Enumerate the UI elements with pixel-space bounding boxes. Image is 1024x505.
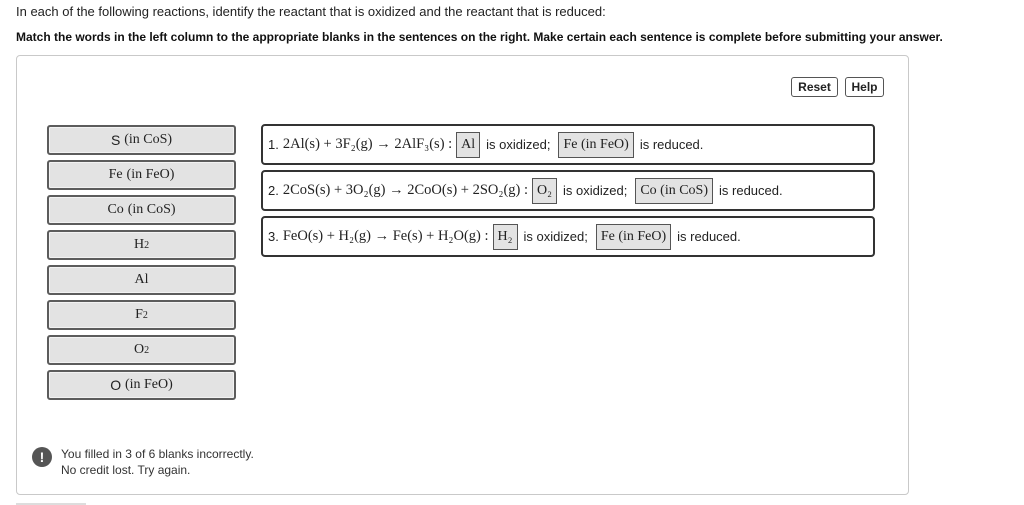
feedback-text — [61, 446, 254, 478]
sentence-number: 2. — [268, 183, 279, 198]
word-al[interactable] — [47, 265, 236, 295]
sentence-number: 3. — [268, 229, 279, 244]
word-formula: (in FeO) — [126, 167, 175, 182]
exclamation-icon: ! — [32, 447, 52, 467]
help-button[interactable]: Help — [845, 77, 884, 97]
reaction-equation: 2Al(s) + 3F₂(g) → 2AlF₃(s) : — [282, 136, 453, 152]
reduced-blank[interactable]: Fe (in FeO) — [596, 224, 671, 250]
feedback-message — [32, 446, 254, 478]
oxidized-blank[interactable]: Al — [456, 132, 480, 158]
oxidized-blank[interactable]: O₂ — [532, 178, 557, 204]
oxidized-text: is oxidized; — [486, 137, 551, 152]
word-co-in-cos[interactable] — [47, 195, 236, 225]
word-formula: (in CoS) — [124, 132, 173, 147]
feedback-line-1: You filled in 3 of 6 blanks incorrectly. — [61, 447, 254, 461]
oxidized-text: is oxidized; — [563, 183, 628, 198]
word-h2[interactable] — [47, 230, 236, 260]
word-s-in-cos[interactable] — [47, 125, 236, 155]
word-label: Co — [107, 202, 124, 217]
word-formula: (in FeO) — [124, 377, 173, 392]
oxidized-blank[interactable]: H₂ — [493, 224, 518, 250]
sentence-3 — [261, 216, 875, 257]
word-subscript: 2 — [142, 309, 148, 321]
reduced-text: is reduced. — [719, 183, 783, 198]
word-label: H — [133, 237, 145, 252]
word-label: O — [133, 342, 145, 357]
word-o2[interactable] — [47, 335, 236, 365]
reduced-text: is reduced. — [639, 137, 704, 152]
reduced-blank[interactable]: Co (in CoS) — [635, 178, 713, 204]
word-subscript: 2 — [144, 344, 150, 356]
word-label: F — [135, 307, 143, 322]
reaction-equation: 2CoS(s) + 3O₂(g) → 2CoO(s) + 2SO₂(g) : — [282, 182, 529, 198]
word-f2[interactable] — [47, 300, 236, 330]
word-label: O — [110, 377, 122, 393]
word-label: Fe — [108, 167, 123, 182]
word-formula: (in CoS) — [127, 202, 176, 217]
word-o-in-feo[interactable] — [47, 370, 236, 400]
instructions-text: Match the words in the left column to the appropriate blanks in the sentences on the right. Make certain each sentence is complete before submitting your answer. — [16, 30, 943, 44]
sentence-1 — [261, 124, 875, 165]
reduced-blank[interactable]: Fe (in FeO) — [558, 132, 633, 158]
word-label: S — [110, 132, 121, 148]
word-fe-in-feo[interactable] — [47, 160, 236, 190]
intro-text: In each of the following reactions, identify the reactant that is oxidized and the reactant that is reduced: — [16, 4, 606, 19]
reset-button[interactable]: Reset — [791, 77, 838, 97]
word-subscript: 2 — [144, 239, 150, 251]
oxidized-text: is oxidized; — [523, 229, 588, 244]
reaction-equation: FeO(s) + H₂(g) → Fe(s) + H₂O(g) : — [282, 228, 489, 244]
word-label: Al — [134, 272, 149, 287]
sentence-number: 1. — [268, 137, 279, 152]
sentence-2 — [261, 170, 875, 211]
feedback-line-2: No credit lost. Try again. — [61, 463, 191, 477]
reduced-text: is reduced. — [677, 229, 741, 244]
